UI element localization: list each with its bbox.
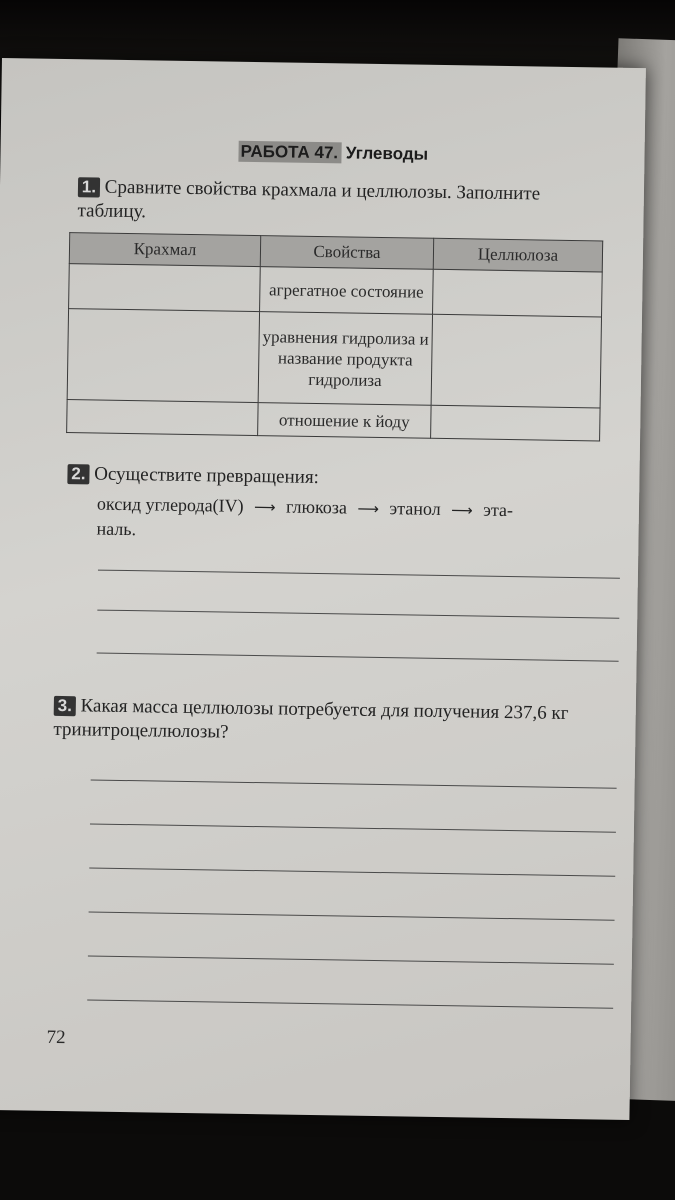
property-cell: агрегатное состояние: [260, 267, 434, 315]
task2-number: 2.: [67, 464, 89, 484]
chain-step: оксид углерода(IV): [96, 493, 244, 516]
header-properties: Свойства: [260, 236, 433, 270]
answer-line[interactable]: [98, 570, 620, 579]
header-cellulose: Целлюлоза: [433, 238, 602, 272]
task1-number: 1.: [78, 177, 100, 197]
task1-text: Сравните свойства крахмала и целлюлозы. Заполните таблицу.: [77, 176, 541, 223]
work-label-highlight: [238, 141, 341, 164]
property-cell: уравнения гидролиза и название продукта гидролиза: [258, 312, 432, 406]
answer-line[interactable]: [97, 610, 619, 619]
answer-line[interactable]: [87, 999, 613, 1008]
comparison-table: [66, 232, 603, 441]
chain-tail: наль.: [96, 518, 137, 540]
work-number: 47.: [314, 142, 339, 163]
starch-cell-3[interactable]: [67, 400, 258, 436]
header-starch: Крахмал: [69, 233, 260, 267]
chain-step: глюкоза: [285, 496, 348, 518]
starch-cell-2[interactable]: [67, 309, 259, 403]
cellulose-cell-1[interactable]: [433, 269, 603, 317]
task3-number: 3.: [54, 696, 76, 716]
task2-question: [66, 462, 612, 549]
chain-step: эта-: [483, 499, 514, 521]
chain-step: этанол: [389, 498, 441, 519]
task1-question: [77, 175, 608, 231]
table-row: [67, 309, 601, 408]
property-cell: отношение к йоду: [258, 403, 431, 439]
work-label: РАБОТА: [240, 141, 310, 162]
cellulose-cell-3[interactable]: [431, 405, 600, 441]
task2-text: Осуществите превращения:: [94, 463, 320, 489]
task3-question: [53, 694, 614, 751]
work-topic: Углеводы: [345, 143, 429, 164]
arrow-icon: ⟶: [357, 499, 380, 518]
arrow-icon: ⟶: [451, 501, 473, 520]
workbook-page: [0, 58, 646, 1120]
cellulose-cell-2[interactable]: [431, 314, 601, 408]
answer-line[interactable]: [89, 911, 615, 920]
task3-text: Какая масса целлюлозы потребуется для получения 237,6 кг тринитроцеллюлозы?: [53, 695, 569, 743]
answer-line[interactable]: [89, 867, 615, 876]
answer-line[interactable]: [90, 823, 616, 832]
arrow-icon: ⟶: [253, 498, 276, 517]
answer-line[interactable]: [91, 779, 617, 788]
answer-line[interactable]: [88, 955, 614, 964]
table-row: [67, 400, 600, 441]
page-number: 72: [46, 1026, 66, 1049]
work-title: [238, 142, 428, 165]
answer-line[interactable]: [97, 653, 619, 662]
starch-cell-1[interactable]: [69, 264, 261, 312]
